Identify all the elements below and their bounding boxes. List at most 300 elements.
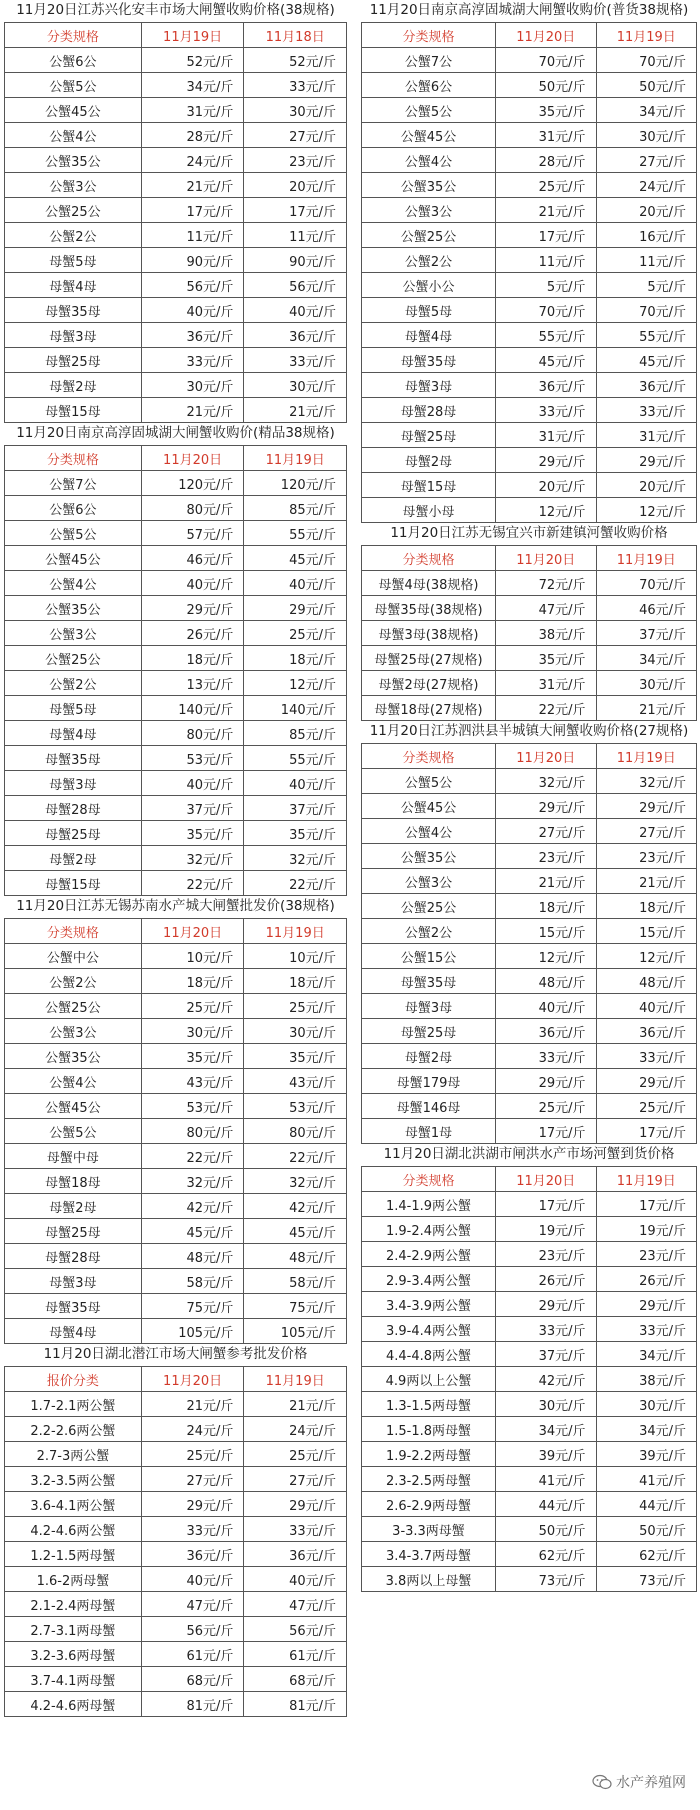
price-cell: 42元/斤 (141, 1194, 244, 1219)
price-cell: 70元/斤 (496, 48, 597, 73)
price-cell: 20元/斤 (596, 473, 697, 498)
price-cell: 18元/斤 (496, 894, 597, 919)
price-cell: 12元/斤 (596, 944, 697, 969)
column-header: 11月19日 (141, 23, 244, 48)
price-cell: 44元/斤 (596, 1492, 697, 1517)
price-cell: 42元/斤 (496, 1367, 597, 1392)
table-row (362, 844, 697, 869)
price-cell: 30元/斤 (244, 373, 347, 398)
price-cell: 29元/斤 (141, 596, 244, 621)
price-cell: 72元/斤 (496, 571, 597, 596)
price-cell: 42元/斤 (244, 1194, 347, 1219)
left-column (4, 0, 347, 1717)
table-row (362, 969, 697, 994)
column-header: 11月20日 (141, 919, 244, 944)
spec-cell: 母蟹3母 (5, 1269, 142, 1294)
column-header: 11月20日 (496, 23, 597, 48)
table-row (5, 1169, 347, 1194)
table-row (5, 1019, 347, 1044)
price-cell: 35元/斤 (496, 646, 597, 671)
table-row (5, 944, 347, 969)
table-row (5, 273, 347, 298)
price-cell: 17元/斤 (141, 198, 244, 223)
price-cell: 81元/斤 (141, 1692, 244, 1717)
spec-cell: 公蟹45公 (5, 98, 142, 123)
price-cell: 23元/斤 (496, 1242, 597, 1267)
price-cell: 25元/斤 (596, 1094, 697, 1119)
price-cell: 24元/斤 (141, 1417, 244, 1442)
spec-cell: 母蟹15母 (5, 871, 142, 896)
price-cell: 29元/斤 (496, 794, 597, 819)
table-row (5, 671, 347, 696)
price-cell: 39元/斤 (496, 1442, 597, 1467)
table-row (5, 323, 347, 348)
table-title: 11月20日江苏无锡苏南水产城大闸蟹批发价(38规格) (16, 898, 335, 914)
spec-cell: 公蟹4公 (362, 148, 496, 173)
table-row (5, 73, 347, 98)
table-row (362, 198, 697, 223)
table-row (362, 944, 697, 969)
spec-cell: 母蟹1母 (362, 1119, 496, 1144)
price-cell: 25元/斤 (496, 1094, 597, 1119)
price-cell: 32元/斤 (141, 1169, 244, 1194)
price-cell: 37元/斤 (496, 1342, 597, 1367)
spec-cell: 1.6-2两母蟹 (5, 1567, 142, 1592)
price-cell: 30元/斤 (244, 98, 347, 123)
spec-cell: 母蟹25母 (5, 1219, 142, 1244)
spec-cell: 公蟹35公 (362, 844, 496, 869)
table-row (5, 1617, 347, 1642)
spec-cell: 公蟹小公 (362, 273, 496, 298)
table-row (362, 73, 697, 98)
price-cell: 85元/斤 (244, 721, 347, 746)
spec-cell: 公蟹2公 (5, 969, 142, 994)
table-row (5, 373, 347, 398)
price-cell: 45元/斤 (141, 1219, 244, 1244)
price-cell: 11元/斤 (141, 223, 244, 248)
table-row (5, 1044, 347, 1069)
price-cell: 62元/斤 (496, 1542, 597, 1567)
price-cell: 33元/斤 (596, 1317, 697, 1342)
price-cell: 27元/斤 (596, 819, 697, 844)
spec-cell: 4.2-4.6两公蟹 (5, 1517, 142, 1542)
price-cell: 120元/斤 (244, 471, 347, 496)
price-cell: 23元/斤 (496, 844, 597, 869)
spec-cell: 公蟹45公 (5, 546, 142, 571)
price-cell: 5元/斤 (596, 273, 697, 298)
price-cell: 50元/斤 (596, 73, 697, 98)
price-cell: 36元/斤 (596, 1019, 697, 1044)
spec-cell: 母蟹3母(38规格) (362, 621, 496, 646)
price-cell: 36元/斤 (244, 1542, 347, 1567)
price-cell: 27元/斤 (141, 1467, 244, 1492)
spec-cell: 母蟹15母 (5, 398, 142, 423)
price-cell: 18元/斤 (596, 894, 697, 919)
spec-cell: 母蟹35母 (362, 348, 496, 373)
table-title: 11月20日湖北洪湖市闸洪水产市场河蟹到货价格 (383, 1146, 675, 1162)
table-row (362, 1517, 697, 1542)
price-cell: 11元/斤 (496, 248, 597, 273)
table-row (5, 1442, 347, 1467)
price-cell: 23元/斤 (596, 844, 697, 869)
price-cell: 85元/斤 (244, 496, 347, 521)
price-cell: 30元/斤 (141, 1019, 244, 1044)
price-cell: 32元/斤 (596, 769, 697, 794)
price-cell: 18元/斤 (141, 646, 244, 671)
spec-cell: 公蟹5公 (5, 521, 142, 546)
price-cell: 34元/斤 (596, 1342, 697, 1367)
spec-cell: 母蟹5母 (5, 696, 142, 721)
price-cell: 35元/斤 (244, 1044, 347, 1069)
price-cell: 53元/斤 (141, 746, 244, 771)
price-cell: 58元/斤 (141, 1269, 244, 1294)
price-cell: 40元/斤 (244, 298, 347, 323)
price-cell: 29元/斤 (244, 1492, 347, 1517)
spec-cell: 母蟹4母 (5, 1319, 142, 1344)
price-cell: 36元/斤 (141, 1542, 244, 1567)
spec-cell: 母蟹18母(27规格) (362, 696, 496, 721)
table-row (5, 1319, 347, 1344)
spec-cell: 1.7-2.1两公蟹 (5, 1392, 142, 1417)
price-cell: 22元/斤 (141, 1144, 244, 1169)
price-cell: 33元/斤 (244, 348, 347, 373)
spec-cell: 2.4-2.9两公蟹 (362, 1242, 496, 1267)
column-header: 11月20日 (496, 744, 597, 769)
table-row (5, 969, 347, 994)
price-cell: 33元/斤 (496, 398, 597, 423)
spec-cell: 母蟹5母 (5, 248, 142, 273)
spec-cell: 母蟹35母 (5, 298, 142, 323)
price-cell: 45元/斤 (596, 348, 697, 373)
price-cell: 33元/斤 (141, 1517, 244, 1542)
spec-cell: 公蟹45公 (362, 123, 496, 148)
price-cell: 20元/斤 (596, 198, 697, 223)
price-cell: 23元/斤 (244, 148, 347, 173)
spec-cell: 1.2-1.5两母蟹 (5, 1542, 142, 1567)
table-row (5, 1069, 347, 1094)
price-cell: 21元/斤 (244, 398, 347, 423)
table-row (5, 1667, 347, 1692)
price-cell: 33元/斤 (496, 1044, 597, 1069)
table-header-row (362, 744, 697, 769)
price-cell: 40元/斤 (244, 771, 347, 796)
price-cell: 29元/斤 (496, 1292, 597, 1317)
table-row (362, 571, 697, 596)
spec-cell: 母蟹35母 (5, 1294, 142, 1319)
price-cell: 38元/斤 (496, 621, 597, 646)
price-cell: 56元/斤 (141, 1617, 244, 1642)
table-row (5, 148, 347, 173)
table-row (5, 1592, 347, 1617)
price-cell: 24元/斤 (244, 1417, 347, 1442)
table-row (362, 273, 697, 298)
price-cell: 80元/斤 (141, 721, 244, 746)
price-cell: 5元/斤 (496, 273, 597, 298)
price-cell: 40元/斤 (141, 771, 244, 796)
table-row (5, 496, 347, 521)
price-cell: 15元/斤 (496, 919, 597, 944)
table-row (5, 1642, 347, 1667)
spec-cell: 母蟹35母 (5, 746, 142, 771)
table-row (5, 1467, 347, 1492)
column-header: 11月18日 (244, 23, 347, 48)
price-cell: 70元/斤 (596, 298, 697, 323)
table-row (362, 398, 697, 423)
price-cell: 40元/斤 (496, 994, 597, 1019)
table-row (5, 1144, 347, 1169)
spec-cell: 2.7-3两公蟹 (5, 1442, 142, 1467)
price-cell: 40元/斤 (596, 994, 697, 1019)
right-column (361, 0, 697, 1592)
spec-cell: 公蟹2公 (362, 248, 496, 273)
price-cell: 39元/斤 (596, 1442, 697, 1467)
table-row (5, 846, 347, 871)
table-row (362, 1069, 697, 1094)
spec-cell: 公蟹2公 (362, 919, 496, 944)
table-row (5, 621, 347, 646)
price-cell: 21元/斤 (141, 398, 244, 423)
price-cell: 55元/斤 (596, 323, 697, 348)
price-cell: 29元/斤 (141, 1492, 244, 1517)
spec-cell: 1.5-1.8两母蟹 (362, 1417, 496, 1442)
spec-cell: 公蟹45公 (5, 1094, 142, 1119)
price-cell: 32元/斤 (244, 1169, 347, 1194)
table-row (362, 1292, 697, 1317)
price-cell: 40元/斤 (141, 1567, 244, 1592)
spec-cell: 4.2-4.6两母蟹 (5, 1692, 142, 1717)
table-row (362, 1317, 697, 1342)
table-row (5, 1269, 347, 1294)
price-cell: 55元/斤 (244, 746, 347, 771)
column-header: 分类规格 (362, 1167, 496, 1192)
table-row (362, 1242, 697, 1267)
column-header: 分类规格 (5, 446, 142, 471)
price-table-block (361, 0, 697, 523)
spec-cell: 母蟹35母(38规格) (362, 596, 496, 621)
table-row (362, 1467, 697, 1492)
price-cell: 80元/斤 (141, 1119, 244, 1144)
spec-cell: 公蟹6公 (5, 48, 142, 73)
price-cell: 13元/斤 (141, 671, 244, 696)
spec-cell: 公蟹7公 (5, 471, 142, 496)
table-row (362, 423, 697, 448)
price-cell: 18元/斤 (244, 646, 347, 671)
table-row (5, 546, 347, 571)
price-cell: 48元/斤 (596, 969, 697, 994)
column-header: 分类规格 (362, 744, 496, 769)
table-row (5, 571, 347, 596)
table-row (362, 1192, 697, 1217)
table-row (362, 1217, 697, 1242)
spec-cell: 母蟹中母 (5, 1144, 142, 1169)
price-cell: 29元/斤 (596, 448, 697, 473)
table-row (5, 646, 347, 671)
price-cell: 12元/斤 (596, 498, 697, 523)
price-cell: 35元/斤 (244, 821, 347, 846)
table-row (362, 148, 697, 173)
spec-cell: 公蟹4公 (362, 819, 496, 844)
price-cell: 11元/斤 (244, 223, 347, 248)
spec-cell: 母蟹4母 (5, 273, 142, 298)
wechat-icon (592, 1774, 612, 1790)
table-row (362, 323, 697, 348)
price-cell: 36元/斤 (496, 1019, 597, 1044)
spec-cell: 母蟹3母 (5, 771, 142, 796)
table-header-row (5, 919, 347, 944)
price-cell: 50元/斤 (496, 73, 597, 98)
spec-cell: 母蟹18母 (5, 1169, 142, 1194)
price-cell: 45元/斤 (496, 348, 597, 373)
price-table-block (361, 1144, 697, 1592)
price-cell: 38元/斤 (596, 1367, 697, 1392)
spec-cell: 1.3-1.5两母蟹 (362, 1392, 496, 1417)
table-row (5, 1567, 347, 1592)
table-row (362, 298, 697, 323)
price-cell: 41元/斤 (496, 1467, 597, 1492)
price-cell: 30元/斤 (244, 1019, 347, 1044)
price-cell: 33元/斤 (244, 1517, 347, 1542)
table-row (5, 1417, 347, 1442)
price-cell: 20元/斤 (244, 173, 347, 198)
price-cell: 36元/斤 (244, 323, 347, 348)
spec-cell: 公蟹6公 (362, 73, 496, 98)
spec-cell: 3.4-3.9两公蟹 (362, 1292, 496, 1317)
spec-cell: 母蟹3母 (362, 994, 496, 1019)
table-row (362, 671, 697, 696)
price-table-block (4, 423, 347, 896)
spec-cell: 公蟹3公 (362, 869, 496, 894)
price-cell: 17元/斤 (596, 1119, 697, 1144)
table-row (362, 248, 697, 273)
table-title: 11月20日江苏兴化安丰市场大闸蟹收购价格(38规格) (16, 2, 335, 18)
price-cell: 105元/斤 (141, 1319, 244, 1344)
price-cell: 36元/斤 (496, 373, 597, 398)
table-row (5, 1392, 347, 1417)
table-row (5, 871, 347, 896)
price-cell: 50元/斤 (496, 1517, 597, 1542)
column-header: 11月20日 (496, 546, 597, 571)
price-cell: 25元/斤 (244, 994, 347, 1019)
table-row (5, 596, 347, 621)
price-cell: 21元/斤 (596, 869, 697, 894)
spec-cell: 母蟹2母 (5, 373, 142, 398)
spec-cell: 公蟹中公 (5, 944, 142, 969)
column-header: 11月19日 (596, 744, 697, 769)
table-row (362, 869, 697, 894)
price-cell: 12元/斤 (496, 944, 597, 969)
price-cell: 26元/斤 (141, 621, 244, 646)
price-cell: 80元/斤 (141, 496, 244, 521)
price-table-block (361, 523, 697, 721)
price-cell: 23元/斤 (596, 1242, 697, 1267)
price-cell: 27元/斤 (244, 123, 347, 148)
spec-cell: 母蟹2母 (5, 1194, 142, 1219)
table-title: 11月20日江苏泗洪县半城镇大闸蟹收购价格(27规格) (369, 723, 689, 739)
price-cell: 21元/斤 (141, 173, 244, 198)
spec-cell: 2.3-2.5两母蟹 (362, 1467, 496, 1492)
table-row (5, 1244, 347, 1269)
spec-cell: 公蟹4公 (5, 1069, 142, 1094)
price-cell: 29元/斤 (496, 448, 597, 473)
price-cell: 45元/斤 (244, 1219, 347, 1244)
table-row (5, 521, 347, 546)
spec-cell: 2.2-2.6两公蟹 (5, 1417, 142, 1442)
price-cell: 70元/斤 (496, 298, 597, 323)
spec-cell: 3.6-4.1两公蟹 (5, 1492, 142, 1517)
price-cell: 44元/斤 (496, 1492, 597, 1517)
price-table (361, 545, 697, 721)
spec-cell: 母蟹5母 (362, 298, 496, 323)
price-table (361, 743, 697, 1144)
table-row (362, 794, 697, 819)
spec-cell: 母蟹28母 (362, 398, 496, 423)
spec-cell: 母蟹28母 (5, 796, 142, 821)
price-cell: 40元/斤 (244, 1567, 347, 1592)
price-table-block (4, 0, 347, 423)
price-cell: 34元/斤 (596, 1417, 697, 1442)
table-row (362, 621, 697, 646)
spec-cell: 公蟹25公 (362, 894, 496, 919)
price-cell: 52元/斤 (141, 48, 244, 73)
table-row (362, 473, 697, 498)
spec-cell: 1.4-1.9两公蟹 (362, 1192, 496, 1217)
price-cell: 29元/斤 (496, 1069, 597, 1094)
table-row (5, 796, 347, 821)
price-cell: 34元/斤 (596, 98, 697, 123)
price-cell: 140元/斤 (244, 696, 347, 721)
table-row (362, 1367, 697, 1392)
price-cell: 29元/斤 (596, 794, 697, 819)
price-cell: 22元/斤 (496, 696, 597, 721)
column-header: 11月19日 (596, 546, 697, 571)
spec-cell: 2.1-2.4两母蟹 (5, 1592, 142, 1617)
price-cell: 24元/斤 (141, 148, 244, 173)
price-cell: 24元/斤 (596, 173, 697, 198)
spec-cell: 母蟹25母 (5, 348, 142, 373)
table-row (362, 373, 697, 398)
price-cell: 25元/斤 (496, 173, 597, 198)
spec-cell: 母蟹4母(38规格) (362, 571, 496, 596)
price-cell: 75元/斤 (244, 1294, 347, 1319)
price-cell: 17元/斤 (244, 198, 347, 223)
price-table-block (361, 721, 697, 1144)
table-row (362, 819, 697, 844)
spec-cell: 1.9-2.2两母蟹 (362, 1442, 496, 1467)
spec-cell: 1.9-2.4两公蟹 (362, 1217, 496, 1242)
table-row (5, 223, 347, 248)
price-cell: 25元/斤 (244, 621, 347, 646)
price-cell: 17元/斤 (496, 1119, 597, 1144)
price-cell: 31元/斤 (496, 423, 597, 448)
table-row (5, 248, 347, 273)
price-cell: 31元/斤 (496, 671, 597, 696)
table-row (362, 173, 697, 198)
price-cell: 21元/斤 (596, 696, 697, 721)
table-row (5, 771, 347, 796)
table-title: 11月20日南京高淳固城湖大闸蟹收购价(普货38规格) (369, 2, 689, 18)
price-cell: 25元/斤 (141, 994, 244, 1019)
spec-cell: 公蟹5公 (362, 98, 496, 123)
table-row (362, 498, 697, 523)
table-row (5, 471, 347, 496)
spec-cell: 2.9-3.4两公蟹 (362, 1267, 496, 1292)
price-cell: 34元/斤 (596, 646, 697, 671)
price-cell: 30元/斤 (496, 1392, 597, 1417)
spec-cell: 母蟹2母 (5, 846, 142, 871)
spec-cell: 公蟹4公 (5, 123, 142, 148)
spec-cell: 公蟹35公 (5, 148, 142, 173)
price-cell: 48元/斤 (496, 969, 597, 994)
